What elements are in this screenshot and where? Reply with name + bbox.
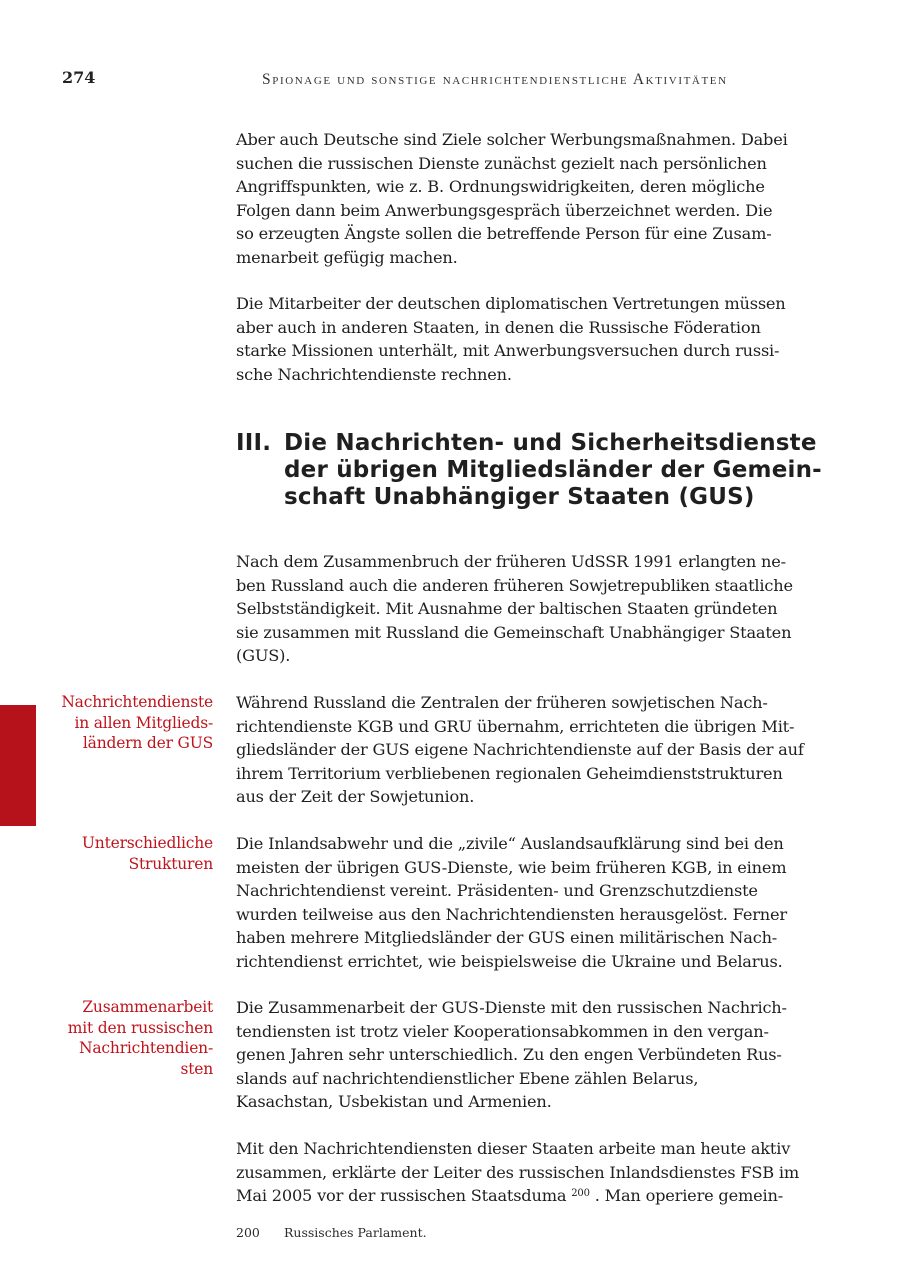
margin-note-2 [33,833,213,874]
text-line: gliedsländer der GUS eigene Nachrichtendienste auf der Basis der auf [236,740,804,759]
text-segment: Mai 2005 vor der russischen Staatsduma [236,1186,572,1205]
text-line: Folgen dann beim Anwerbungsgespräch überzeichnet werden. Die [236,200,773,220]
text-line: aus der Zeit der Sowjetunion. [236,787,475,806]
text-line: menarbeit gefügig machen. [236,247,458,267]
margin-note-line: Strukturen [128,854,213,873]
text-line: wurden teilweise aus den Nachrichtendiensten herausgelöst. Ferner [236,904,787,924]
chapter-tab-marker [0,705,36,826]
text-line: Mit den Nachrichtendiensten dieser Staaten arbeite man heute aktiv [236,1139,791,1158]
running-head: Spionage und sonstige nachrichtendienstliche Aktivitäten [262,71,728,88]
margin-note-line: Zusammenarbeit [82,998,213,1016]
text-line: Selbstständigkeit. Mit Ausnahme der baltischen Staaten gründeten [236,599,778,618]
text-line: starke Missionen unterhält, mit Anwerbungsversuchen durch russi- [236,341,780,360]
footnote-text: Russisches Parlament. [284,1225,427,1240]
paragraph-2 [236,292,808,386]
text-line: Die Zusammenarbeit der GUS-Dienste mit den russischen Nachrich- [236,998,787,1017]
text-segment: . Man operiere gemein- [589,1186,783,1205]
text-line: richtendienst errichtet, wie beispielsweise die Ukraine und Belarus. [236,951,783,971]
heading-line: Die Nachrichten- und Sicherheitsdienste [284,430,817,456]
margin-note-3 [33,997,213,1079]
footnote [236,1225,427,1240]
text-line: (GUS). [236,646,291,665]
text-line: zusammen, erklärte der Leiter des russischen Inlandsdienstes FSB im [236,1162,800,1182]
text-line: Kasachstan, Usbekistan und Armenien. [236,1092,552,1111]
text-line: Während Russland die Zentralen der früheren sowjetischen Nach- [236,693,768,712]
text-line: sie zusammen mit Russland die Gemeinschaft Unabhängiger Staaten [236,622,792,642]
text-line: aber auch in anderen Staaten, in denen die Russische Föderation [236,317,761,337]
text-line [236,1184,808,1208]
margin-note-line: mit den russischen [67,1018,213,1037]
text-line: sche Nachrichtendienste rechnen. [236,364,512,384]
text-line: tendiensten ist trotz vieler Kooperationsabkommen in den vergan- [236,1021,769,1041]
text-line: suchen die russischen Dienste zunächst gezielt nach persönlichen [236,153,767,173]
margin-note-line: Unterschiedliche [81,834,213,852]
text-line: richtendienste KGB und GRU übernahm, errichteten die übrigen Mit- [236,716,795,736]
margin-note-line: Nachrichtendien- [79,1039,213,1057]
paragraph-4 [236,691,808,809]
text-line: ben Russland auch die anderen früheren Sowjetrepubliken staatliche [236,575,793,595]
text-line: meisten der übrigen GUS-Dienste, wie beim früheren KGB, in einem [236,857,787,877]
text-line: Die Mitarbeiter der deutschen diplomatischen Vertretungen müssen [236,294,786,313]
margin-note-line: sten [180,1059,213,1078]
heading-line: der übrigen Mitgliedsländer der Gemein- [284,457,822,483]
paragraph-3 [236,550,808,668]
text-line: so erzeugten Ängste sollen die betreffende Person für eine Zusam- [236,224,772,243]
text-line: slands auf nachrichtendienstlicher Ebene zählen Belarus, [236,1068,699,1088]
text-line: Nach dem Zusammenbruch der früheren UdSSR 1991 erlangten ne- [236,552,786,571]
text-line: Aber auch Deutsche sind Ziele solcher Werbungsmaßnahmen. Dabei [236,130,788,149]
text-line: haben mehrere Mitgliedsländer der GUS einen militärischen Nach- [236,928,778,947]
paragraph-1 [236,128,808,269]
page-number: 274 [62,68,96,87]
text-line: genen Jahren sehr unterschiedlich. Zu den engen Verbündeten Rus- [236,1045,782,1064]
heading-line: schaft Unabhängiger Staaten (GUS) [284,484,755,510]
section-title [284,430,824,511]
text-line: Die Inlandsabwehr und die „zivile“ Auslandsaufklärung sind bei den [236,834,784,853]
paragraph-6 [236,996,808,1114]
paragraph-5 [236,832,808,973]
text-line: ihrem Territorium verbliebenen regionalen Geheimdienststrukturen [236,763,783,783]
text-line: Nachrichtendienst vereint. Präsidenten- und Grenzschutzdienste [236,881,758,900]
margin-note-line: Nachrichtendienste [61,693,213,711]
section-number: III. [236,430,272,456]
paragraph-7 [236,1137,808,1208]
margin-note-1 [33,692,213,754]
margin-note-line: in allen Mitglieds- [74,713,213,732]
text-line: Angriffspunkten, wie z. B. Ordnungswidrigkeiten, deren mögliche [236,177,765,196]
footnote-number: 200 [236,1225,260,1240]
margin-note-line: ländern der GUS [82,734,213,752]
footnote-reference[interactable]: 200 [571,1188,590,1199]
